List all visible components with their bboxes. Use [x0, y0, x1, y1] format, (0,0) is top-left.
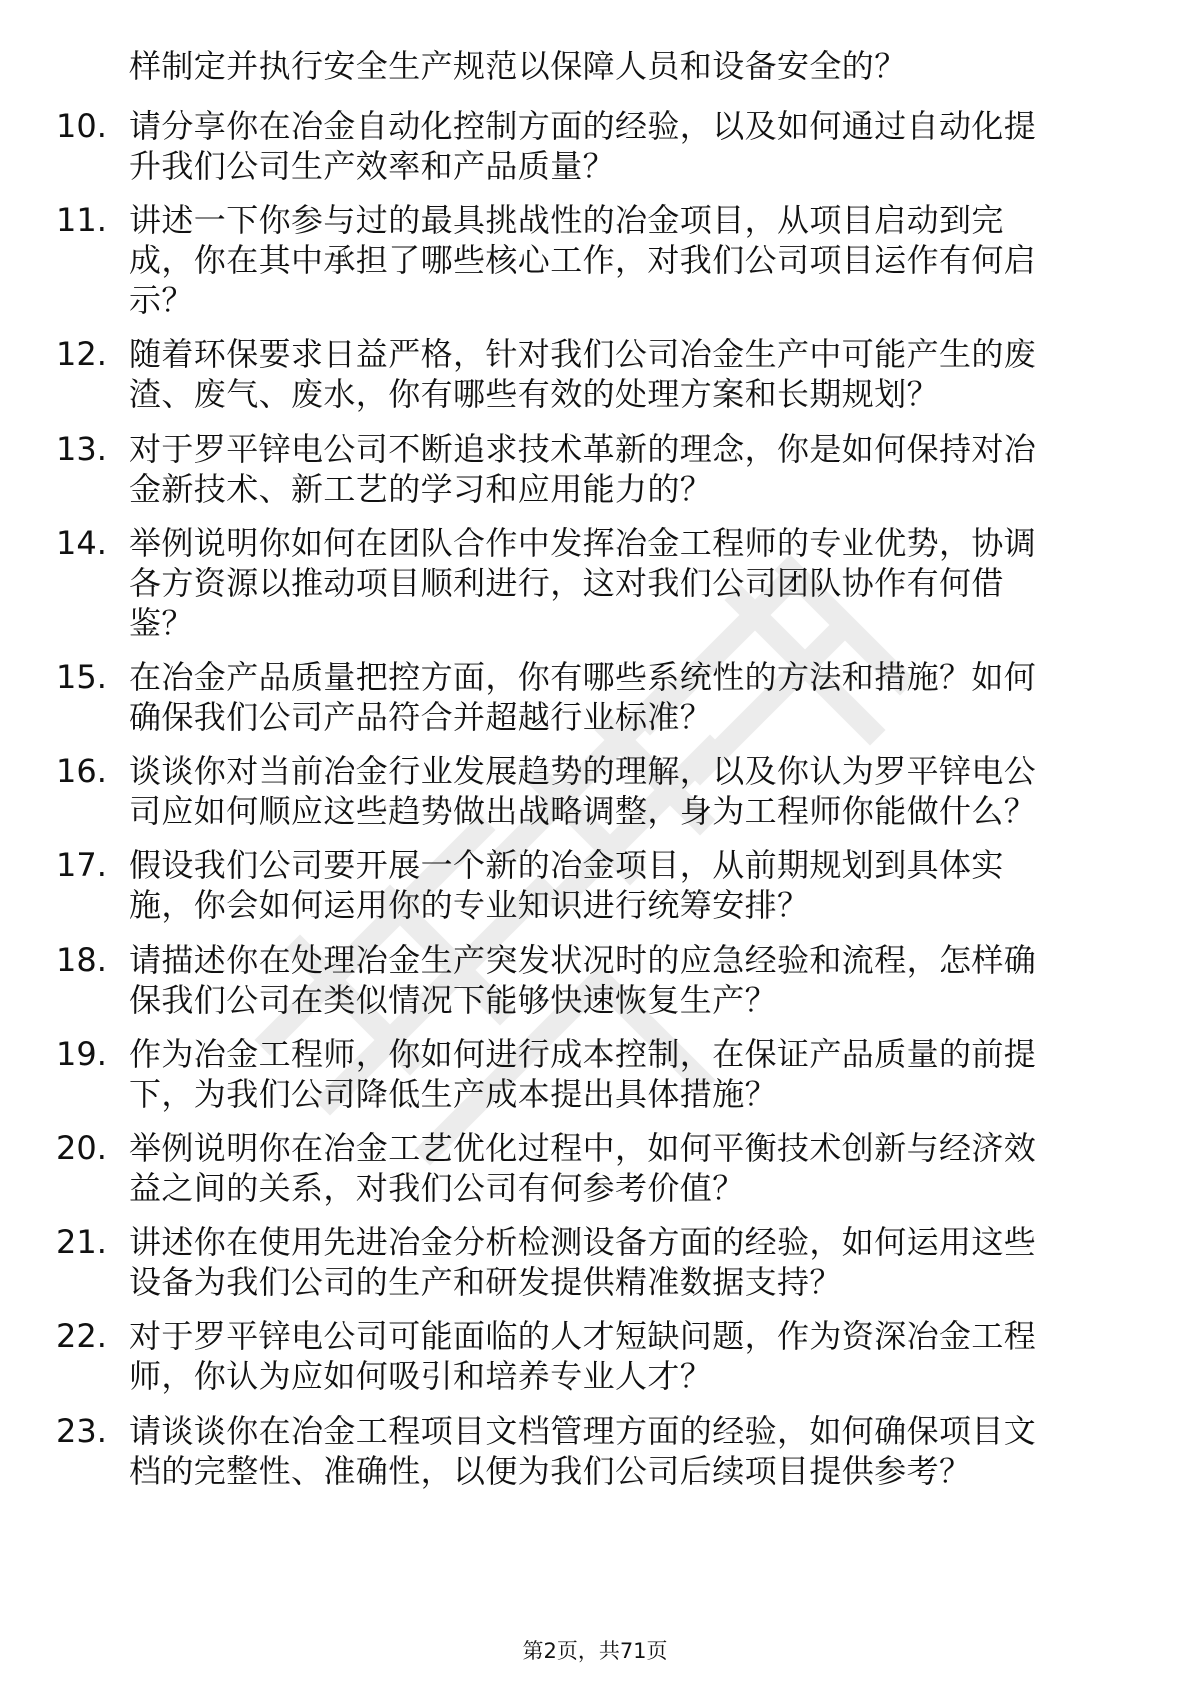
question-text-line: 随着环保要求日益严格，针对我们公司冶金生产中可能产生的废	[129, 335, 1037, 373]
question-number: 15.	[56, 658, 107, 696]
question-number: 13.	[56, 430, 107, 468]
question-text-line: 请谈谈你在冶金工程项目文档管理方面的经验，如何确保项目文	[129, 1412, 1037, 1450]
question-text-line: 讲述一下你参与过的最具挑战性的冶金项目，从项目启动到完	[129, 201, 1004, 239]
question-text-line: 金新技术、新工艺的学习和应用能力的？	[129, 470, 713, 508]
question-text-line: 示？	[129, 281, 194, 319]
question-text-line: 鉴？	[129, 604, 194, 642]
question-text-line: 确保我们公司产品符合并超越行业标准？	[129, 698, 713, 736]
question-text-line: 讲述你在使用先进冶金分析检测设备方面的经验，如何运用这些	[129, 1223, 1037, 1261]
question-number: 19.	[56, 1035, 107, 1073]
question-text-line: 司应如何顺应这些趋势做出战略调整，身为工程师你能做什么？	[129, 792, 1037, 830]
question-text-line: 对于罗平锌电公司可能面临的人才短缺问题，作为资深冶金工程	[129, 1317, 1037, 1355]
page-footer: 第2页，共71页	[522, 1639, 668, 1663]
question-text-line: 举例说明你如何在团队合作中发挥冶金工程师的专业优势，协调	[129, 524, 1037, 562]
question-text-line: 渣、废气、废水，你有哪些有效的处理方案和长期规划？	[129, 375, 940, 413]
question-text-line: 举例说明你在冶金工艺优化过程中，如何平衡技术创新与经济效	[129, 1129, 1037, 1167]
question-number: 17.	[56, 846, 107, 884]
question-text-line: 下，为我们公司降低生产成本提出具体措施？	[129, 1075, 778, 1113]
question-number: 16.	[56, 752, 107, 790]
question-text-line: 请描述你在处理冶金生产突发状况时的应急经验和流程，怎样确	[129, 941, 1037, 979]
question-text-line: 档的完整性、准确性，以便为我们公司后续项目提供参考？	[129, 1452, 972, 1490]
question-number: 12.	[56, 335, 107, 373]
question-text-line: 师，你认为应如何吸引和培养专业人才？	[129, 1357, 713, 1395]
question-text-line: 假设我们公司要开展一个新的冶金项目，从前期规划到具体实	[129, 846, 1004, 884]
question-text-line: 作为冶金工程师，你如何进行成本控制，在保证产品质量的前提	[129, 1035, 1037, 1073]
question-number: 22.	[56, 1317, 107, 1355]
question-text-line: 成，你在其中承担了哪些核心工作，对我们公司项目运作有何启	[129, 241, 1037, 279]
question-text-line: 请分享你在冶金自动化控制方面的经验，以及如何通过自动化提	[129, 107, 1037, 145]
question-text-line: 对于罗平锌电公司不断追求技术革新的理念，你是如何保持对冶	[129, 430, 1037, 468]
question-text-line: 益之间的关系，对我们公司有何参考价值？	[129, 1169, 745, 1207]
question-text-line: 设备为我们公司的生产和研发提供精准数据支持？	[129, 1263, 842, 1301]
continuation-text: 样制定并执行安全生产规范以保障人员和设备安全的？	[129, 47, 907, 85]
question-text-line: 升我们公司生产效率和产品质量？	[129, 147, 616, 185]
question-text-line: 在冶金产品质量把控方面，你有哪些系统性的方法和措施？如何	[129, 658, 1037, 696]
question-number: 10.	[56, 107, 107, 145]
question-number: 18.	[56, 941, 107, 979]
question-number: 11.	[56, 201, 107, 239]
question-number: 21.	[56, 1223, 107, 1261]
question-number: 23.	[56, 1412, 107, 1450]
question-text-line: 保我们公司在类似情况下能够快速恢复生产？	[129, 981, 778, 1019]
question-number: 14.	[56, 524, 107, 562]
question-text-line: 施，你会如何运用你的专业知识进行统筹安排？	[129, 886, 810, 924]
question-text-line: 谈谈你对当前冶金行业发展趋势的理解，以及你认为罗平锌电公	[129, 752, 1037, 790]
question-number: 20.	[56, 1129, 107, 1167]
question-text-line: 各方资源以推动项目顺利进行，这对我们公司团队协作有何借	[129, 564, 1004, 602]
